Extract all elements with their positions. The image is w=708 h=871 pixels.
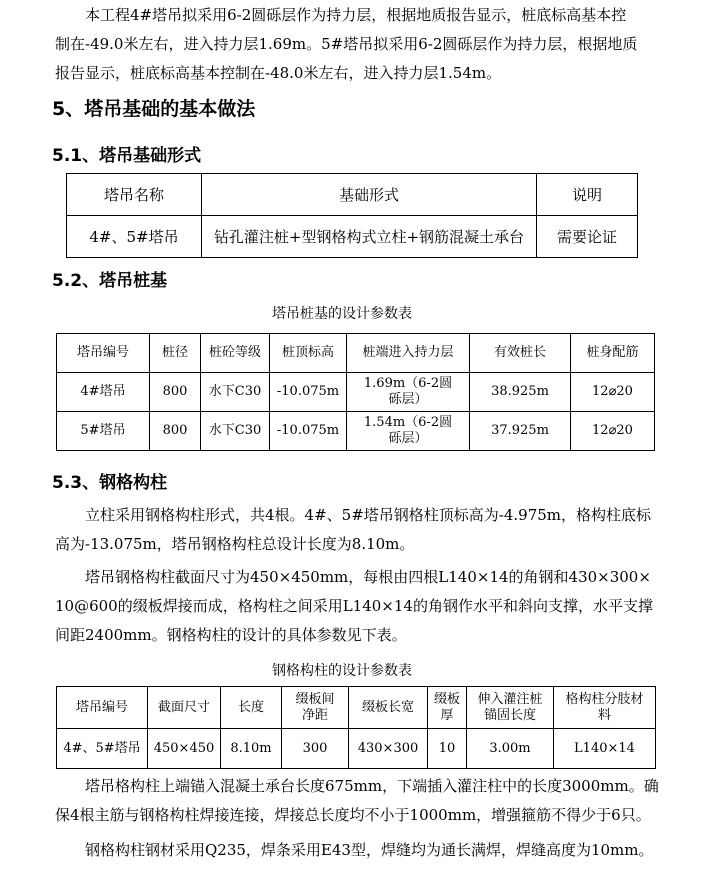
table2-caption: 塔吊桩基的设计参数表 xyxy=(272,306,412,322)
table-header-cell: 缀板长宽 xyxy=(349,687,428,729)
table-cell: 800 xyxy=(150,373,201,412)
table-cell: 450×450 xyxy=(148,729,221,769)
table-cell: 水下C30 xyxy=(201,373,270,412)
table-cell: 钻孔灌注桩+型钢格构式立柱+钢筋混凝土承台 xyxy=(202,216,537,258)
para3-line-1: 塔吊格构柱上端锚入混凝土承台长度675mm，下端插入灌注柱中的长度3000mm。确 xyxy=(85,777,659,795)
intro-line-1: 本工程4#塔吊拟采用6-2圆砾层作为持力层，根据地质报告显示，桩底标高基本控 xyxy=(85,6,627,24)
section-5-1-heading: 5.1、塔吊基础形式 xyxy=(52,146,202,166)
para1-line-1: 立柱采用钢格构柱形式，共4根。4#、5#塔吊钢格柱顶标高为-4.975m，格构柱底标 xyxy=(85,506,652,524)
table-cell: 12⌀20 xyxy=(571,412,655,451)
steel-column-parameter-table xyxy=(56,686,656,769)
para2-line-2: 10@600的缀板焊接而成，格构柱之间采用L140×14的角钢作水平和斜向支撑，水平支撑 xyxy=(55,597,653,615)
table-header-cell: 截面尺寸 xyxy=(148,687,221,729)
table-cell: 12⌀20 xyxy=(571,373,655,412)
table-cell: 3.00m xyxy=(467,729,554,769)
table-cell: 800 xyxy=(150,412,201,451)
table-header-cell: 缀板间净距 xyxy=(282,687,349,729)
table-header-cell: 桩顶标高 xyxy=(270,334,347,373)
table-header-cell: 基础形式 xyxy=(202,174,537,216)
para3-line-2: 保4根主筋与钢格构柱焊接连接，焊接总长度均不小于1000mm，增强箍筋不得少于6只。 xyxy=(55,806,651,824)
table-header-cell: 说明 xyxy=(537,174,638,216)
section-5-heading: 5、塔吊基础的基本做法 xyxy=(52,98,256,120)
anchorage-paragraph xyxy=(55,772,660,830)
table-header-cell: 桩端进入持力层 xyxy=(347,334,470,373)
para2-line-3: 间距2400mm。钢格构柱的设计的具体参数见下表。 xyxy=(55,626,407,644)
table-cell: 38.925m xyxy=(470,373,571,412)
table-cell: 5#塔吊 xyxy=(57,412,150,451)
table-cell: 4#、5#塔吊 xyxy=(57,729,148,769)
table-cell: 1.54m（6-2圆砾层） xyxy=(347,412,470,451)
section-5-2-heading: 5.2、塔吊桩基 xyxy=(52,271,168,291)
material-paragraph xyxy=(55,836,660,865)
table-row xyxy=(67,216,638,258)
para2-line-1: 塔吊钢格构柱截面尺寸为450×450mm，每根由四根L140×14的角钢和430×300× xyxy=(85,568,651,586)
table-row xyxy=(57,373,655,412)
column-intro-paragraph xyxy=(55,501,660,559)
table-header-cell: 桩砼等级 xyxy=(201,334,270,373)
table-header-row xyxy=(67,174,638,216)
table-header-row xyxy=(57,687,656,729)
table-cell: 10 xyxy=(428,729,467,769)
para1-line-2: 高为-13.075m，塔吊钢格构柱总设计长度为8.10m。 xyxy=(55,535,415,553)
intro-line-3: 报告显示，桩底标高基本控制在-48.0米左右，进入持力层1.54m。 xyxy=(55,64,502,82)
table-header-cell: 桩径 xyxy=(150,334,201,373)
table-cell: 300 xyxy=(282,729,349,769)
table-cell: L140×14 xyxy=(554,729,656,769)
foundation-form-table xyxy=(66,173,638,258)
section-5-3-heading: 5.3、钢格构柱 xyxy=(52,473,168,493)
table-row xyxy=(57,412,655,451)
table-header-cell: 桩身配筋 xyxy=(571,334,655,373)
table-header-cell: 塔吊编号 xyxy=(57,334,150,373)
table-cell: 8.10m xyxy=(221,729,282,769)
table-row xyxy=(57,729,656,769)
column-section-paragraph xyxy=(55,563,660,650)
para4-line-1: 钢格构柱钢材采用Q235，焊条采用E43型，焊缝均为通长满焊，焊缝高度为10mm。 xyxy=(85,841,654,859)
table-header-cell: 长度 xyxy=(221,687,282,729)
table-cell: 4#塔吊 xyxy=(57,373,150,412)
table-header-cell: 格构柱分肢材料 xyxy=(554,687,656,729)
table-cell: 4#、5#塔吊 xyxy=(67,216,202,258)
intro-line-2: 制在-49.0米左右，进入持力层1.69m。5#塔吊拟采用6-2圆砾层作为持力层，根据地质 xyxy=(55,35,638,53)
table-header-row xyxy=(57,334,655,373)
table-header-cell: 塔吊编号 xyxy=(57,687,148,729)
table-cell: -10.075m xyxy=(270,412,347,451)
table-cell: 430×300 xyxy=(349,729,428,769)
table-header-cell: 缀板厚 xyxy=(428,687,467,729)
table-cell: 需要论证 xyxy=(537,216,638,258)
pile-parameter-table xyxy=(56,333,655,451)
table-cell: 1.69m（6-2圆砾层） xyxy=(347,373,470,412)
table-cell: -10.075m xyxy=(270,373,347,412)
table-cell: 37.925m xyxy=(470,412,571,451)
table3-caption: 钢格构柱的设计参数表 xyxy=(272,663,412,679)
intro-paragraph xyxy=(55,1,660,88)
table-header-cell: 塔吊名称 xyxy=(67,174,202,216)
table-cell: 水下C30 xyxy=(201,412,270,451)
table-header-cell: 伸入灌注桩锚固长度 xyxy=(467,687,554,729)
table-header-cell: 有效桩长 xyxy=(470,334,571,373)
